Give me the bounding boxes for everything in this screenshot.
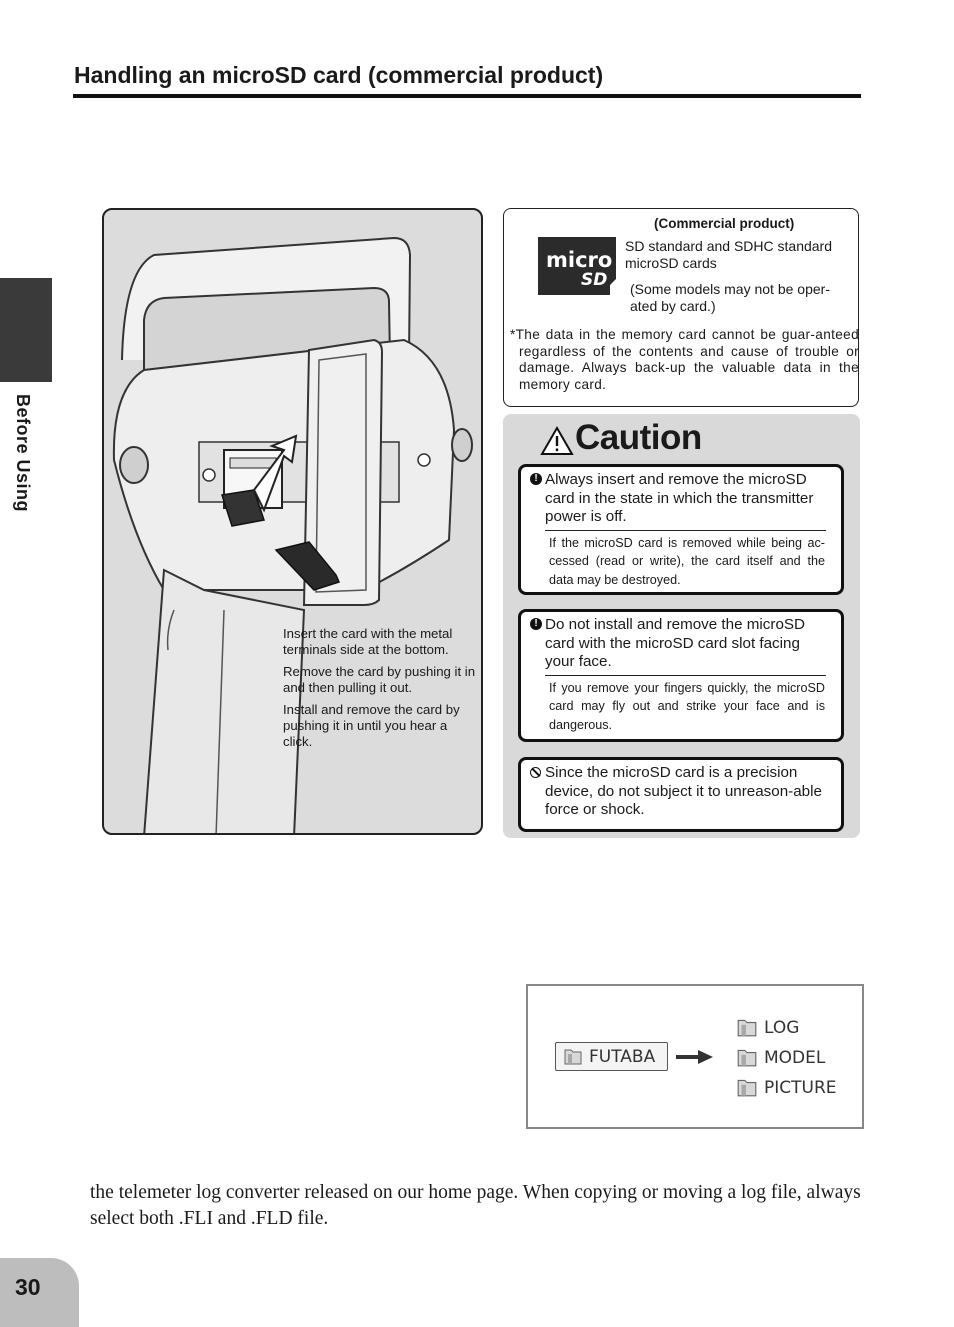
caution-item-slot-facing	[518, 609, 844, 742]
compatibility-note: (Some models may not be oper-ated by card.)	[630, 281, 830, 314]
folder-icon	[563, 1046, 583, 1066]
side-tab-label: Before Using	[13, 394, 33, 513]
caution-item-power-off	[518, 464, 844, 595]
section-heading: Handling an microSD card (commercial product)	[74, 62, 604, 88]
transmitter-illustration-panel	[102, 208, 483, 835]
side-tab-marker	[0, 278, 52, 382]
removal-note: Remove the card by pushing it in and then pulling it out.	[283, 664, 476, 695]
folder-label: LOG	[764, 1018, 800, 1038]
insertion-notes	[283, 626, 479, 756]
folder-root-label: FUTABA	[589, 1047, 656, 1067]
body-paragraph: the telemeter log converter released on our home page. When copying or moving a log file, always select both .FLI and .FLD file.	[90, 1182, 861, 1229]
caution-main-text: Since the microSD card is a precision device, do not subject it to unreason-able force or shock.	[545, 764, 822, 818]
caution-panel	[503, 414, 860, 838]
caution-main-text: Do not install and remove the microSD card with the microSD card slot facing your face.	[545, 616, 805, 670]
data-warranty-note: *The data in the memory card cannot be guar-anteed regardless of the contents and cause of trouble or damage. Always back-up the valuable data in the memory card.	[510, 327, 859, 393]
info-heading: (Commercial product)	[654, 216, 795, 231]
exclamation-icon: !	[530, 473, 542, 485]
folder-icon	[736, 1076, 758, 1098]
folder-label: MODEL	[764, 1048, 826, 1068]
caution-detail-text: If the microSD card is removed while being ac-cessed (read or write), the card itself and the data may be destroyed.	[549, 535, 825, 587]
folder-icon	[736, 1016, 758, 1038]
page-number: 30	[15, 1274, 41, 1300]
microsd-card-icon	[534, 235, 620, 297]
click-note: Install and remove the card by pushing it in until you hear a click.	[283, 702, 460, 749]
caution-title: Caution	[575, 418, 702, 457]
prohibition-icon	[530, 767, 541, 778]
insertion-note: Insert the card with the metal terminals side at the bottom.	[283, 626, 453, 657]
microsd-logo-text: micro	[546, 248, 613, 272]
caution-item-precision-device	[518, 757, 844, 832]
exclamation-icon: !	[530, 618, 542, 630]
card-types-text: SD standard and SDHC standard microSD cards	[625, 238, 832, 271]
folder-label: PICTURE	[764, 1078, 837, 1098]
folder-root	[555, 1042, 668, 1071]
commercial-product-info-box	[503, 208, 859, 407]
folder-icon	[736, 1046, 758, 1068]
warning-triangle-icon	[540, 426, 574, 456]
sd-logo-text: SD	[581, 270, 608, 290]
caution-detail-text: If you remove your fingers quickly, the microSD card may fly out and strike your face and is dangerous.	[549, 680, 825, 732]
folder-structure-diagram	[526, 984, 864, 1129]
caution-main-text: Always insert and remove the microSD card in the state in which the transmitter power is off.	[545, 471, 814, 525]
arrow-right-icon	[676, 1049, 714, 1065]
heading-rule	[73, 94, 861, 98]
